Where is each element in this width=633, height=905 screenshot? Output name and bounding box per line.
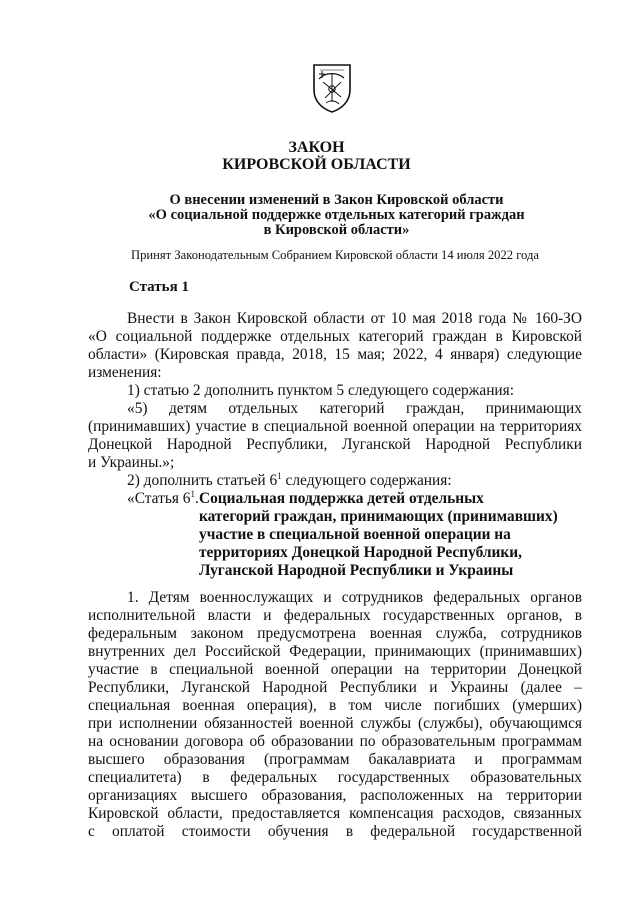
quote-line: Донецкой Народной Республики, Луганской Народной Республики	[88, 436, 582, 453]
law-subtitle-line: в Кировской области»	[263, 222, 410, 238]
intro-line: области» (Кировская правда, 2018, 15 мая; 2022, 4 января) следующие	[88, 346, 582, 363]
point-1-line: федеральным законом предусмотрена военная служба, сотрудников	[88, 625, 582, 642]
article-heading: Статья 1	[129, 279, 189, 295]
point-1-line: при исполнении обязанностей военной службы (службы), обучающимся	[88, 715, 582, 732]
new-article-title-line: Луганской Народной Республики и Украины	[199, 562, 514, 579]
amendment-item-2	[127, 472, 452, 490]
point-1-line: специальная военная операция), в том числе погибших (умерших)	[88, 697, 582, 714]
coat-of-arms-icon	[311, 62, 353, 114]
point-1-line: 1. Детям военнослужащих и сотрудников федеральных органов	[127, 589, 582, 606]
item2-prefix: 2) дополнить статьей 6	[127, 472, 278, 489]
item2-suffix: следующего содержания:	[281, 472, 452, 489]
new-article-title-line: территориях Донецкой Народной Республики,	[199, 544, 522, 561]
intro-line: изменения:	[88, 364, 162, 381]
new-article-superscript: 1	[190, 488, 195, 499]
new-article-title-line: категорий граждан, принимающих (принимавших)	[199, 508, 558, 525]
new-article-title-line: участие в специальной военной операции на	[199, 526, 511, 543]
point-1-line: высшего образования (программам бакалавриата и программам	[88, 751, 582, 768]
quote-line: (принимавших) участие в специальной военной операции на территориях	[88, 418, 582, 435]
quote-line: «5) детям отдельных категорий граждан, принимающих	[127, 400, 582, 417]
new-article-title-line: Социальная поддержка детей отдельных	[199, 490, 484, 507]
new-article-label	[127, 490, 199, 508]
point-1-line: на основании договора об образовании по образовательным программам	[88, 733, 582, 750]
quote-line: и Украины.»;	[88, 454, 175, 471]
new-article-suffix: .	[194, 490, 199, 507]
new-article-prefix: «Статья 6	[127, 490, 191, 507]
adoption-statement: Принят Законодательным Собранием Кировской области 14 июля 2022 года	[131, 248, 539, 262]
law-subtitle-line: «О социальной поддержке отдельных категорий граждан	[148, 207, 525, 223]
point-1-line: организациях высшего образования, расположенных на территории	[88, 787, 582, 804]
point-1-line: Республики, Луганской Народной Республики и Украины (далее –	[88, 679, 582, 696]
point-1-line: с оплатой стоимости обучения в федеральной государственной	[88, 823, 582, 840]
amendment-item-1: 1) статью 2 дополнить пунктом 5 следующего содержания:	[127, 382, 515, 399]
point-1-line: специалитета) в федеральных государственных образовательных	[88, 769, 582, 786]
law-subtitle-line: О внесении изменений в Закон Кировской области	[169, 192, 504, 208]
intro-line: Внести в Закон Кировской области от 10 мая 2018 года № 160-ЗО	[127, 310, 582, 327]
point-1-line: Кировской области, предоставляется компенсация расходов, связанных	[88, 805, 582, 822]
point-1-line: участие в специальной военной операции на территории Донецкой	[88, 661, 582, 678]
law-title-line-2: КИРОВСКОЙ ОБЛАСТИ	[222, 156, 411, 173]
law-title-line-1: ЗАКОН	[288, 139, 345, 156]
point-1-line: исполнительной власти и федеральных государственных органов, в	[88, 607, 582, 624]
point-1-line: внутренних дел Российской Федерации, принимающих (принимавших)	[88, 643, 582, 660]
intro-line: «О социальной поддержке отдельных категорий граждан в Кировской	[88, 328, 582, 345]
item2-superscript: 1	[277, 470, 282, 481]
